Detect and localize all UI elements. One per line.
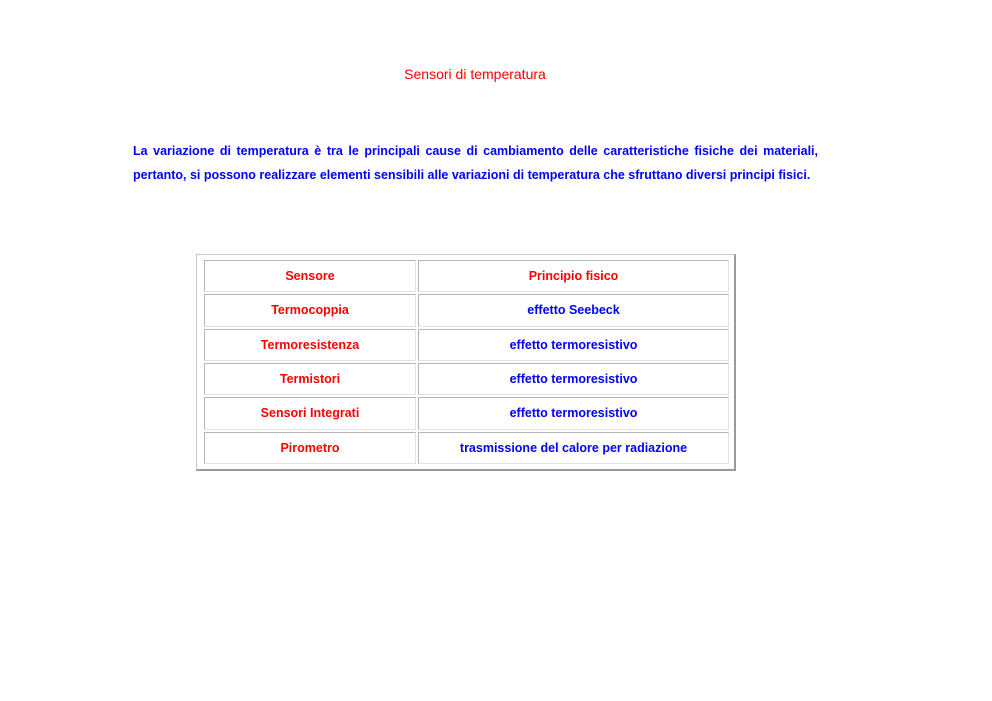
principle-cell: effetto termoresistivo <box>418 363 729 395</box>
principle-cell: effetto Seebeck <box>418 294 729 326</box>
sensor-cell: Termistori <box>204 363 416 395</box>
header-principle: Principio fisico <box>418 260 729 292</box>
sensor-table-frame <box>196 254 736 471</box>
table-header-row <box>204 260 729 292</box>
principle-cell: trasmissione del calore per radiazione <box>418 432 729 464</box>
sensor-cell: Termocoppia <box>204 294 416 326</box>
table-row <box>204 363 729 395</box>
sensor-cell: Termoresistenza <box>204 329 416 361</box>
principle-cell: effetto termoresistivo <box>418 397 729 429</box>
sensor-cell: Pirometro <box>204 432 416 464</box>
table-row <box>204 329 729 361</box>
sensor-cell: Sensori Integrati <box>204 397 416 429</box>
table-row <box>204 432 729 464</box>
principle-cell: effetto termoresistivo <box>418 329 729 361</box>
header-sensor: Sensore <box>204 260 416 292</box>
intro-paragraph: La variazione di temperatura è tra le principali cause di cambiamento delle caratteristiche fisiche dei materiali, pertanto, si possono realizzare elementi sensibili alle variazioni di temperatura che sfruttano diversi principi fisici. <box>133 144 818 182</box>
page-title: Sensori di temperatura <box>404 66 546 82</box>
table-row <box>204 397 729 429</box>
table-row <box>204 294 729 326</box>
sensor-table <box>202 258 731 466</box>
